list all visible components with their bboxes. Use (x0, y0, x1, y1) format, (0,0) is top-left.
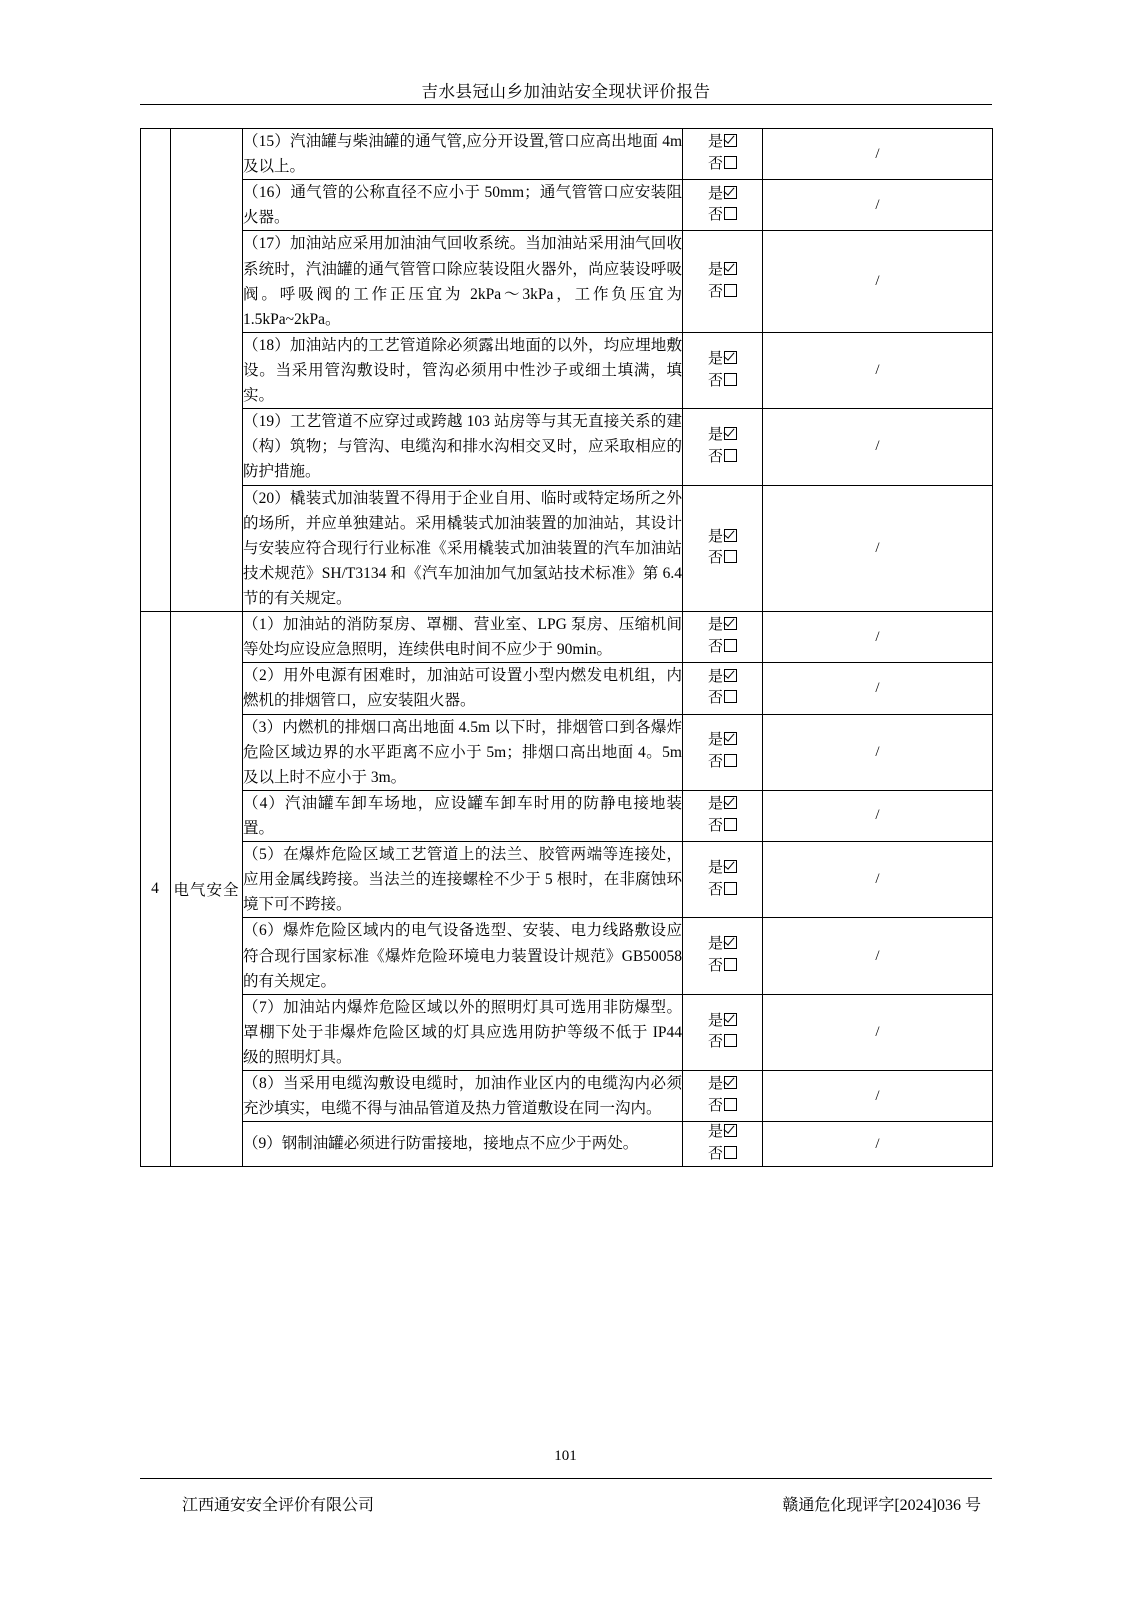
yes-label: 是 (707, 134, 723, 151)
result-no-option[interactable] (683, 688, 762, 710)
checkbox-empty-icon[interactable] (724, 284, 737, 297)
row-category-cell (171, 129, 243, 612)
checkbox-empty-icon[interactable] (724, 449, 737, 462)
result-cell[interactable] (683, 842, 763, 918)
checkbox-empty-icon[interactable] (724, 754, 737, 767)
page-number: 101 (554, 1448, 577, 1464)
checklist-item-text: （18）加油站内的工艺管道除必须露出地面的以外，均应埋地敷设。当采用管沟敷设时，管沟必须用中性沙子或细土填满，填实。 (243, 332, 683, 408)
result-cell[interactable] (683, 1122, 763, 1167)
result-cell[interactable] (683, 332, 763, 408)
checkbox-checked-icon[interactable] (724, 427, 737, 440)
no-label: 否 (707, 1034, 723, 1051)
remark-cell: / (763, 1071, 993, 1122)
remark-cell: / (763, 790, 993, 841)
no-label: 否 (707, 690, 723, 707)
result-yes-option[interactable] (683, 527, 762, 549)
checkbox-empty-icon[interactable] (724, 373, 737, 386)
table-row (141, 842, 993, 918)
table-row (141, 663, 993, 714)
result-cell[interactable] (683, 180, 763, 231)
yes-label: 是 (707, 1076, 723, 1093)
result-cell[interactable] (683, 1071, 763, 1122)
checklist-item-text: （16）通气管的公称直径不应小于 50mm；通气管管口应安装阻火器。 (243, 180, 683, 231)
result-no-option[interactable] (683, 1032, 762, 1054)
checkbox-empty-icon[interactable] (724, 639, 737, 652)
remark-cell: / (763, 663, 993, 714)
result-cell[interactable] (683, 409, 763, 485)
result-yes-option[interactable] (683, 349, 762, 371)
table-row (141, 994, 993, 1070)
yes-label: 是 (707, 350, 723, 367)
checkbox-empty-icon[interactable] (724, 882, 737, 895)
remark-cell: / (763, 231, 993, 332)
result-no-option[interactable] (683, 752, 762, 774)
result-no-option[interactable] (683, 1096, 762, 1118)
result-no-option[interactable] (683, 447, 762, 469)
yes-label: 是 (707, 796, 723, 813)
footer-report-code: 赣通危化现评字[2024]036 号 (782, 1497, 981, 1514)
no-label: 否 (707, 207, 723, 224)
result-no-option[interactable] (683, 880, 762, 902)
table-row (141, 409, 993, 485)
result-no-option[interactable] (683, 1144, 762, 1166)
checkbox-checked-icon[interactable] (724, 796, 737, 809)
table-row (141, 485, 993, 612)
checklist-item-text: （19）工艺管道不应穿过或跨越 103 站房等与其无直接关系的建（构）筑物；与管沟、电缆沟和排水沟相交叉时，应采取相应的防护措施。 (243, 409, 683, 485)
no-label: 否 (707, 881, 723, 898)
result-cell[interactable] (683, 714, 763, 790)
checklist-item-text: （1）加油站的消防泵房、罩棚、营业室、LPG 泵房、压缩机间等处均应设应急照明，连续供电时间不应少于 90min。 (243, 612, 683, 663)
table-row (141, 332, 993, 408)
result-yes-option[interactable] (683, 1011, 762, 1033)
no-label: 否 (707, 817, 723, 834)
checkbox-checked-icon[interactable] (724, 860, 737, 873)
result-no-option[interactable] (683, 816, 762, 838)
remark-cell: / (763, 129, 993, 180)
table-row (141, 231, 993, 332)
footer-company-name: 江西通安安全评价有限公司 (182, 1497, 375, 1514)
result-yes-option[interactable] (683, 794, 762, 816)
remark-cell: / (763, 612, 993, 663)
checklist-item-text: （3）内燃机的排烟口高出地面 4.5m 以下时，排烟管口到各爆炸危险区域边界的水平距离不应小于 5m；排烟口高出地面 4。5m 及以上时不应小于 3m。 (243, 714, 683, 790)
row-category-cell: 电气安全 (171, 612, 243, 1167)
table-row (141, 1071, 993, 1122)
no-label: 否 (707, 958, 723, 975)
checklist-item-text: （8）当采用电缆沟敷设电缆时，加油作业区内的电缆沟内必须充沙填实，电缆不得与油品管道及热力管道敷设在同一沟内。 (243, 1071, 683, 1122)
checkbox-empty-icon[interactable] (724, 1098, 737, 1111)
yes-label: 是 (707, 668, 723, 685)
checkbox-checked-icon[interactable] (724, 1124, 737, 1137)
row-number-cell (141, 129, 171, 612)
checkbox-checked-icon[interactable] (724, 669, 737, 682)
result-cell[interactable] (683, 994, 763, 1070)
yes-label: 是 (707, 732, 723, 749)
result-no-option[interactable] (683, 154, 762, 176)
remark-cell: / (763, 918, 993, 994)
remark-cell: / (763, 332, 993, 408)
yes-label: 是 (707, 261, 723, 278)
checklist-item-text: （9）钢制油罐必须进行防雷接地，接地点不应少于两处。 (243, 1122, 683, 1167)
row-number-cell: 4 (141, 612, 171, 1167)
result-cell[interactable] (683, 612, 763, 663)
checkbox-empty-icon[interactable] (724, 1034, 737, 1047)
yes-label: 是 (707, 1012, 723, 1029)
result-cell[interactable] (683, 790, 763, 841)
checklist-item-text: （4）汽油罐车卸车场地，应设罐车卸车时用的防静电接地装置。 (243, 790, 683, 841)
yes-label: 是 (707, 1124, 723, 1141)
checklist-item-text: （17）加油站应采用加油油气回收系统。当加油站采用油气回收系统时，汽油罐的通气管管口除应装设阻火器外，尚应装设呼吸阀。呼吸阀的工作正压宜为 2kPa～3kPa，工作负压宜为 1.5kPa~2kPa。 (243, 231, 683, 332)
remark-cell: / (763, 842, 993, 918)
remark-cell: / (763, 1122, 993, 1167)
result-yes-option[interactable] (683, 667, 762, 689)
checkbox-empty-icon[interactable] (724, 156, 737, 169)
table-row (141, 129, 993, 180)
checkbox-empty-icon[interactable] (724, 818, 737, 831)
result-cell[interactable] (683, 231, 763, 332)
result-yes-option[interactable] (683, 615, 762, 637)
no-label: 否 (707, 550, 723, 567)
no-label: 否 (707, 1098, 723, 1115)
yes-label: 是 (707, 427, 723, 444)
checkbox-empty-icon[interactable] (724, 207, 737, 220)
checkbox-checked-icon[interactable] (724, 186, 737, 199)
table-row (141, 714, 993, 790)
checkbox-checked-icon[interactable] (724, 1076, 737, 1089)
yes-label: 是 (707, 185, 723, 202)
checklist-item-text: （2）用外电源有困难时，加油站可设置小型内燃发电机组，内燃机的排烟管口，应安装阻火器。 (243, 663, 683, 714)
result-yes-option[interactable] (683, 858, 762, 880)
result-no-option[interactable] (683, 371, 762, 393)
remark-cell: / (763, 409, 993, 485)
result-cell[interactable] (683, 485, 763, 612)
checklist-item-text: （20）橇装式加油装置不得用于企业自用、临时或特定场所之外的场所，并应单独建站。采用橇装式加油装置的加油站，其设计与安装应符合现行行业标准《采用橇装式加油装置的汽车加油站技术规范》SH/T3134 和《汽车加油加气加氢站技术标准》第 6.4 节的有关规定。 (243, 485, 683, 612)
result-yes-option[interactable] (683, 184, 762, 206)
checkbox-checked-icon[interactable] (724, 351, 737, 364)
table-row (141, 612, 993, 663)
checkbox-checked-icon[interactable] (724, 262, 737, 275)
checkbox-checked-icon[interactable] (724, 617, 737, 630)
checkbox-checked-icon[interactable] (724, 732, 737, 745)
checkbox-checked-icon[interactable] (724, 134, 737, 147)
yes-label: 是 (707, 528, 723, 545)
result-yes-option[interactable] (683, 1122, 762, 1144)
result-yes-option[interactable] (683, 132, 762, 154)
no-label: 否 (707, 639, 723, 656)
checklist-item-text: （5）在爆炸危险区域工艺管道上的法兰、胶管两端等连接处，应用金属线跨接。当法兰的连接螺栓不少于 5 根时，在非腐蚀环境下可不跨接。 (243, 842, 683, 918)
result-yes-option[interactable] (683, 730, 762, 752)
header-divider (140, 104, 992, 105)
no-label: 否 (707, 156, 723, 173)
result-no-option[interactable] (683, 205, 762, 227)
result-yes-option[interactable] (683, 260, 762, 282)
yes-label: 是 (707, 859, 723, 876)
yes-label: 是 (707, 936, 723, 953)
checkbox-checked-icon[interactable] (724, 1013, 737, 1026)
no-label: 否 (707, 283, 723, 300)
table-row (141, 1122, 993, 1167)
remark-cell: / (763, 485, 993, 612)
result-yes-option[interactable] (683, 934, 762, 956)
result-cell[interactable] (683, 663, 763, 714)
no-label: 否 (707, 754, 723, 771)
checklist-item-text: （15）汽油罐与柴油罐的通气管,应分开设置,管口应高出地面 4m 及以上。 (243, 129, 683, 180)
result-yes-option[interactable] (683, 425, 762, 447)
result-no-option[interactable] (683, 956, 762, 978)
remark-cell: / (763, 994, 993, 1070)
result-cell[interactable] (683, 129, 763, 180)
checkbox-empty-icon[interactable] (724, 690, 737, 703)
no-label: 否 (707, 1146, 723, 1163)
table-row (141, 918, 993, 994)
remark-cell: / (763, 180, 993, 231)
footer-divider (140, 1478, 992, 1479)
safety-checklist-table (140, 128, 993, 1167)
table-row (141, 180, 993, 231)
yes-label: 是 (707, 617, 723, 634)
checkbox-empty-icon[interactable] (724, 550, 737, 563)
result-no-option[interactable] (683, 637, 762, 659)
result-yes-option[interactable] (683, 1074, 762, 1096)
result-cell[interactable] (683, 918, 763, 994)
table-row (141, 790, 993, 841)
no-label: 否 (707, 448, 723, 465)
checkbox-checked-icon[interactable] (724, 529, 737, 542)
result-no-option[interactable] (683, 548, 762, 570)
no-label: 否 (707, 372, 723, 389)
checklist-item-text: （6）爆炸危险区域内的电气设备选型、安装、电力线路敷设应符合现行国家标准《爆炸危险环境电力装置设计规范》GB50058 的有关规定。 (243, 918, 683, 994)
remark-cell: / (763, 714, 993, 790)
result-no-option[interactable] (683, 282, 762, 304)
page-header-title: 吉水县冠山乡加油站安全现状评价报告 (421, 82, 711, 101)
checkbox-checked-icon[interactable] (724, 936, 737, 949)
checkbox-empty-icon[interactable] (724, 1146, 737, 1159)
checklist-item-text: （7）加油站内爆炸危险区域以外的照明灯具可选用非防爆型。罩棚下处于非爆炸危险区域的灯具应选用防护等级不低于 IP44 级的照明灯具。 (243, 994, 683, 1070)
checkbox-empty-icon[interactable] (724, 958, 737, 971)
